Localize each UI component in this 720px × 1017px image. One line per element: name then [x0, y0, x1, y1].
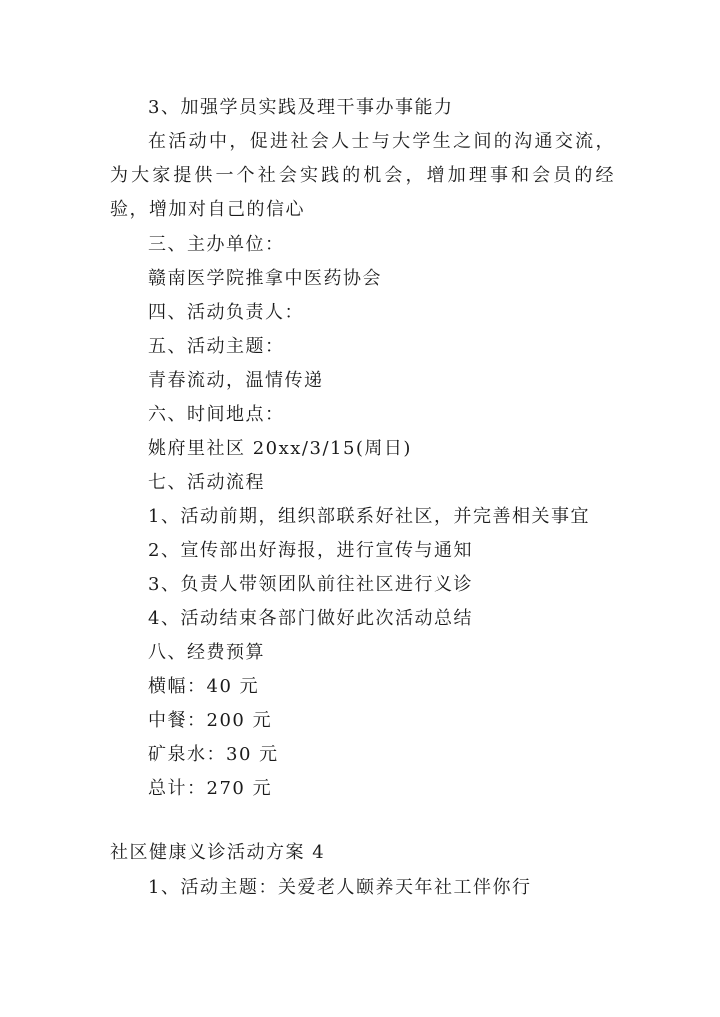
- process-step-2: 2、宣传部出好海报，进行宣传与通知: [148, 540, 473, 561]
- plan-4-item-1: 1、活动主题：关爱老人颐养天年社工伴你行: [148, 877, 532, 898]
- process-step-4: 4、活动结束各部门做好此次活动总结: [148, 608, 473, 629]
- activity-theme: 青春流动，温情传递: [148, 370, 324, 391]
- document-heading-plan-4: 社区健康义诊活动方案 4: [110, 842, 326, 863]
- section-heading-organizer: 三、主办单位：: [148, 234, 285, 255]
- section-heading-time-place: 六、时间地点：: [148, 404, 285, 425]
- budget-item-banner: 横幅：40 元: [148, 676, 260, 697]
- list-item-objective-3: 3、加强学员实践及理干事办事能力: [148, 97, 454, 118]
- process-step-1: 1、活动前期，组织部联系好社区，并完善相关事宜: [148, 506, 590, 527]
- budget-item-water: 矿泉水：30 元: [148, 744, 279, 765]
- budget-item-lunch: 中餐：200 元: [148, 710, 273, 731]
- time-place-value: 姚府里社区 20xx/3/15(周日): [148, 438, 412, 459]
- organizer-name: 赣南医学院推拿中医药协会: [148, 268, 382, 289]
- section-heading-person-in-charge: 四、活动负责人：: [148, 302, 304, 323]
- budget-total: 总计：270 元: [148, 778, 273, 799]
- section-heading-process: 七、活动流程: [148, 472, 265, 493]
- paragraph-activity-purpose: 在活动中，促进社会人士与大学生之间的沟通交流，为大家提供一个社会实践的机会，增加理事和会员的经验，增加对自己的信心: [110, 131, 615, 220]
- process-step-3: 3、负责人带领团队前往社区进行义诊: [148, 574, 473, 595]
- section-heading-theme: 五、活动主题：: [148, 336, 285, 357]
- section-heading-budget: 八、经费预算: [148, 642, 265, 663]
